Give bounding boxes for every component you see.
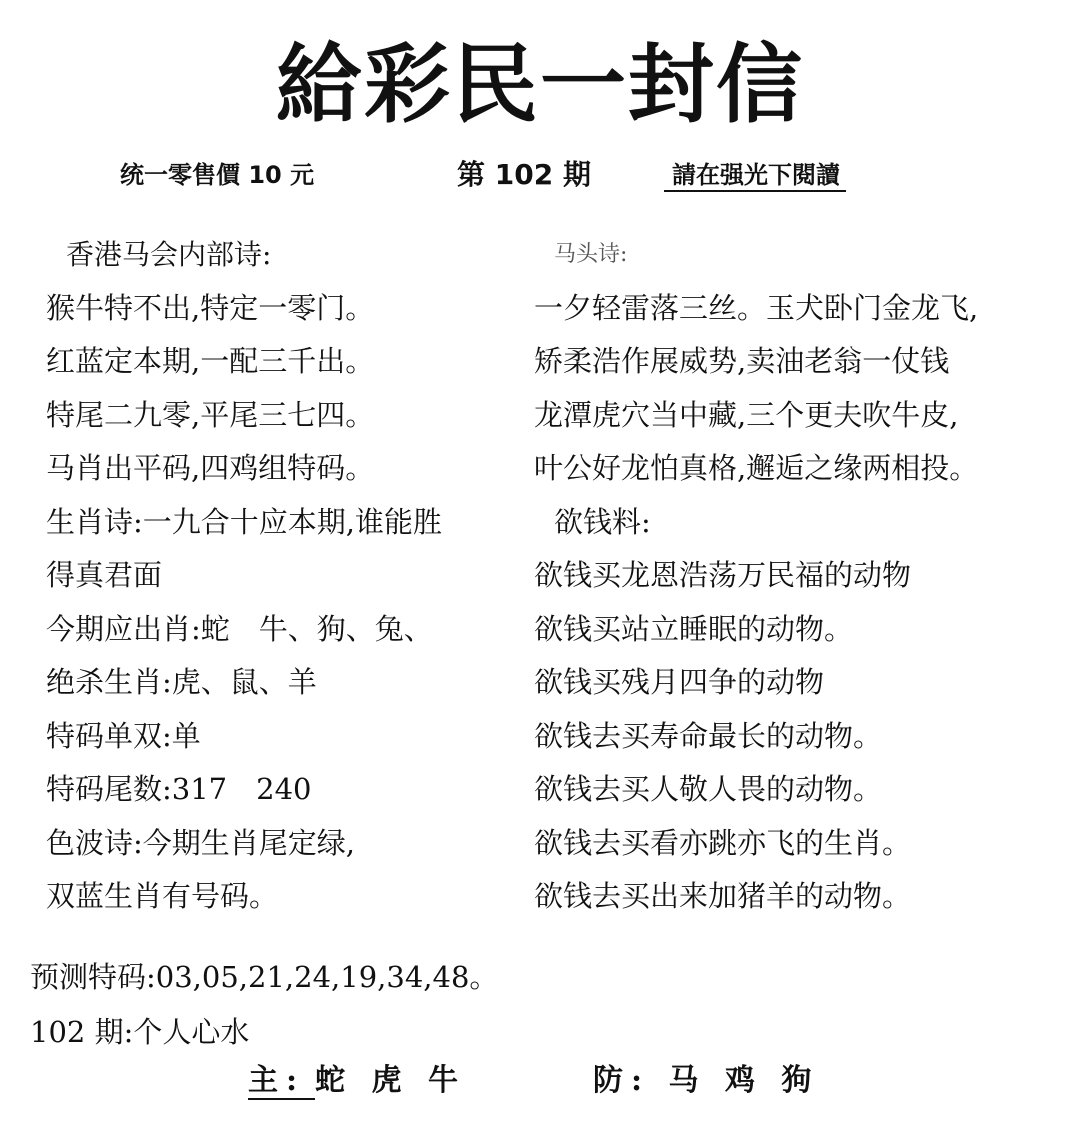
left-line: 特尾二九零,平尾三七四。	[46, 397, 375, 432]
left-line: 绝杀生肖:虎、鼠、羊	[46, 665, 317, 699]
issue-note-line: 102 期:个人心水	[30, 1015, 250, 1049]
right-column	[534, 228, 978, 924]
guard-values: 马 鸡 狗	[668, 1063, 820, 1098]
left-line: 特码尾数:317 240	[46, 772, 312, 806]
main-label: 主:	[248, 1063, 315, 1100]
right-line: 矫柔浩作展威势,卖油老翁一仗钱	[534, 344, 950, 378]
right-line: 欲钱买残月四争的动物	[534, 665, 825, 699]
right-line: 欲钱去买看亦跳亦飞的生肖。	[534, 825, 912, 860]
main-picks	[248, 1058, 466, 1104]
price-label: 统一零售價 10 元	[120, 161, 315, 189]
issue-number: 第 102 期	[457, 158, 591, 191]
left-line: 马肖出平码,四鸡组特码。	[46, 451, 375, 485]
right-line: 叶公好龙怕真格,邂逅之缘两相投。	[534, 451, 979, 485]
left-line: 生肖诗:一九合十应本期,谁能胜	[46, 504, 442, 539]
right-line: 龙潭虎穴当中藏,三个更夫吹牛皮,	[534, 397, 959, 432]
bottom-section	[30, 950, 498, 1060]
left-line: 今期应出肖:蛇 牛、狗、兔、	[46, 611, 433, 646]
prediction-line: 预测特码:03,05,21,24,19,34,48。	[30, 960, 499, 994]
guard-picks	[593, 1058, 819, 1104]
left-line: 特码单双:单	[46, 718, 201, 753]
left-line: 得真君面	[46, 558, 163, 592]
left-line: 猴牛特不出,特定一零门。	[46, 290, 375, 325]
left-line: 红蓝定本期,一配三千出。	[46, 344, 375, 378]
right-line: 欲钱买龙恩浩荡万民福的动物	[534, 558, 912, 592]
left-column	[46, 228, 442, 924]
right-line: 欲钱买站立睡眠的动物。	[534, 611, 854, 646]
left-line: 双蓝生肖有号码。	[46, 879, 279, 913]
guard-label: 防:	[593, 1063, 651, 1098]
page-title: 給彩民一封信	[276, 35, 804, 135]
left-line: 色波诗:今期生肖尾定绿,	[46, 825, 355, 860]
left-heading: 香港马会内部诗:	[66, 238, 272, 271]
right-line: 欲钱去买寿命最长的动物。	[534, 718, 883, 753]
right-line: 欲钱去买人敬人畏的动物。	[534, 772, 883, 806]
right-line: 欲钱料:	[554, 504, 651, 539]
right-line: 欲钱去买出来加猪羊的动物。	[534, 879, 912, 913]
right-line: 一夕轻雷落三丝。玉犬卧门金龙飞,	[534, 290, 979, 325]
main-values: 蛇 虎 牛	[315, 1063, 466, 1098]
right-heading: 马头诗:	[554, 242, 628, 267]
reading-note: 請在强光下閱讀	[672, 158, 840, 192]
